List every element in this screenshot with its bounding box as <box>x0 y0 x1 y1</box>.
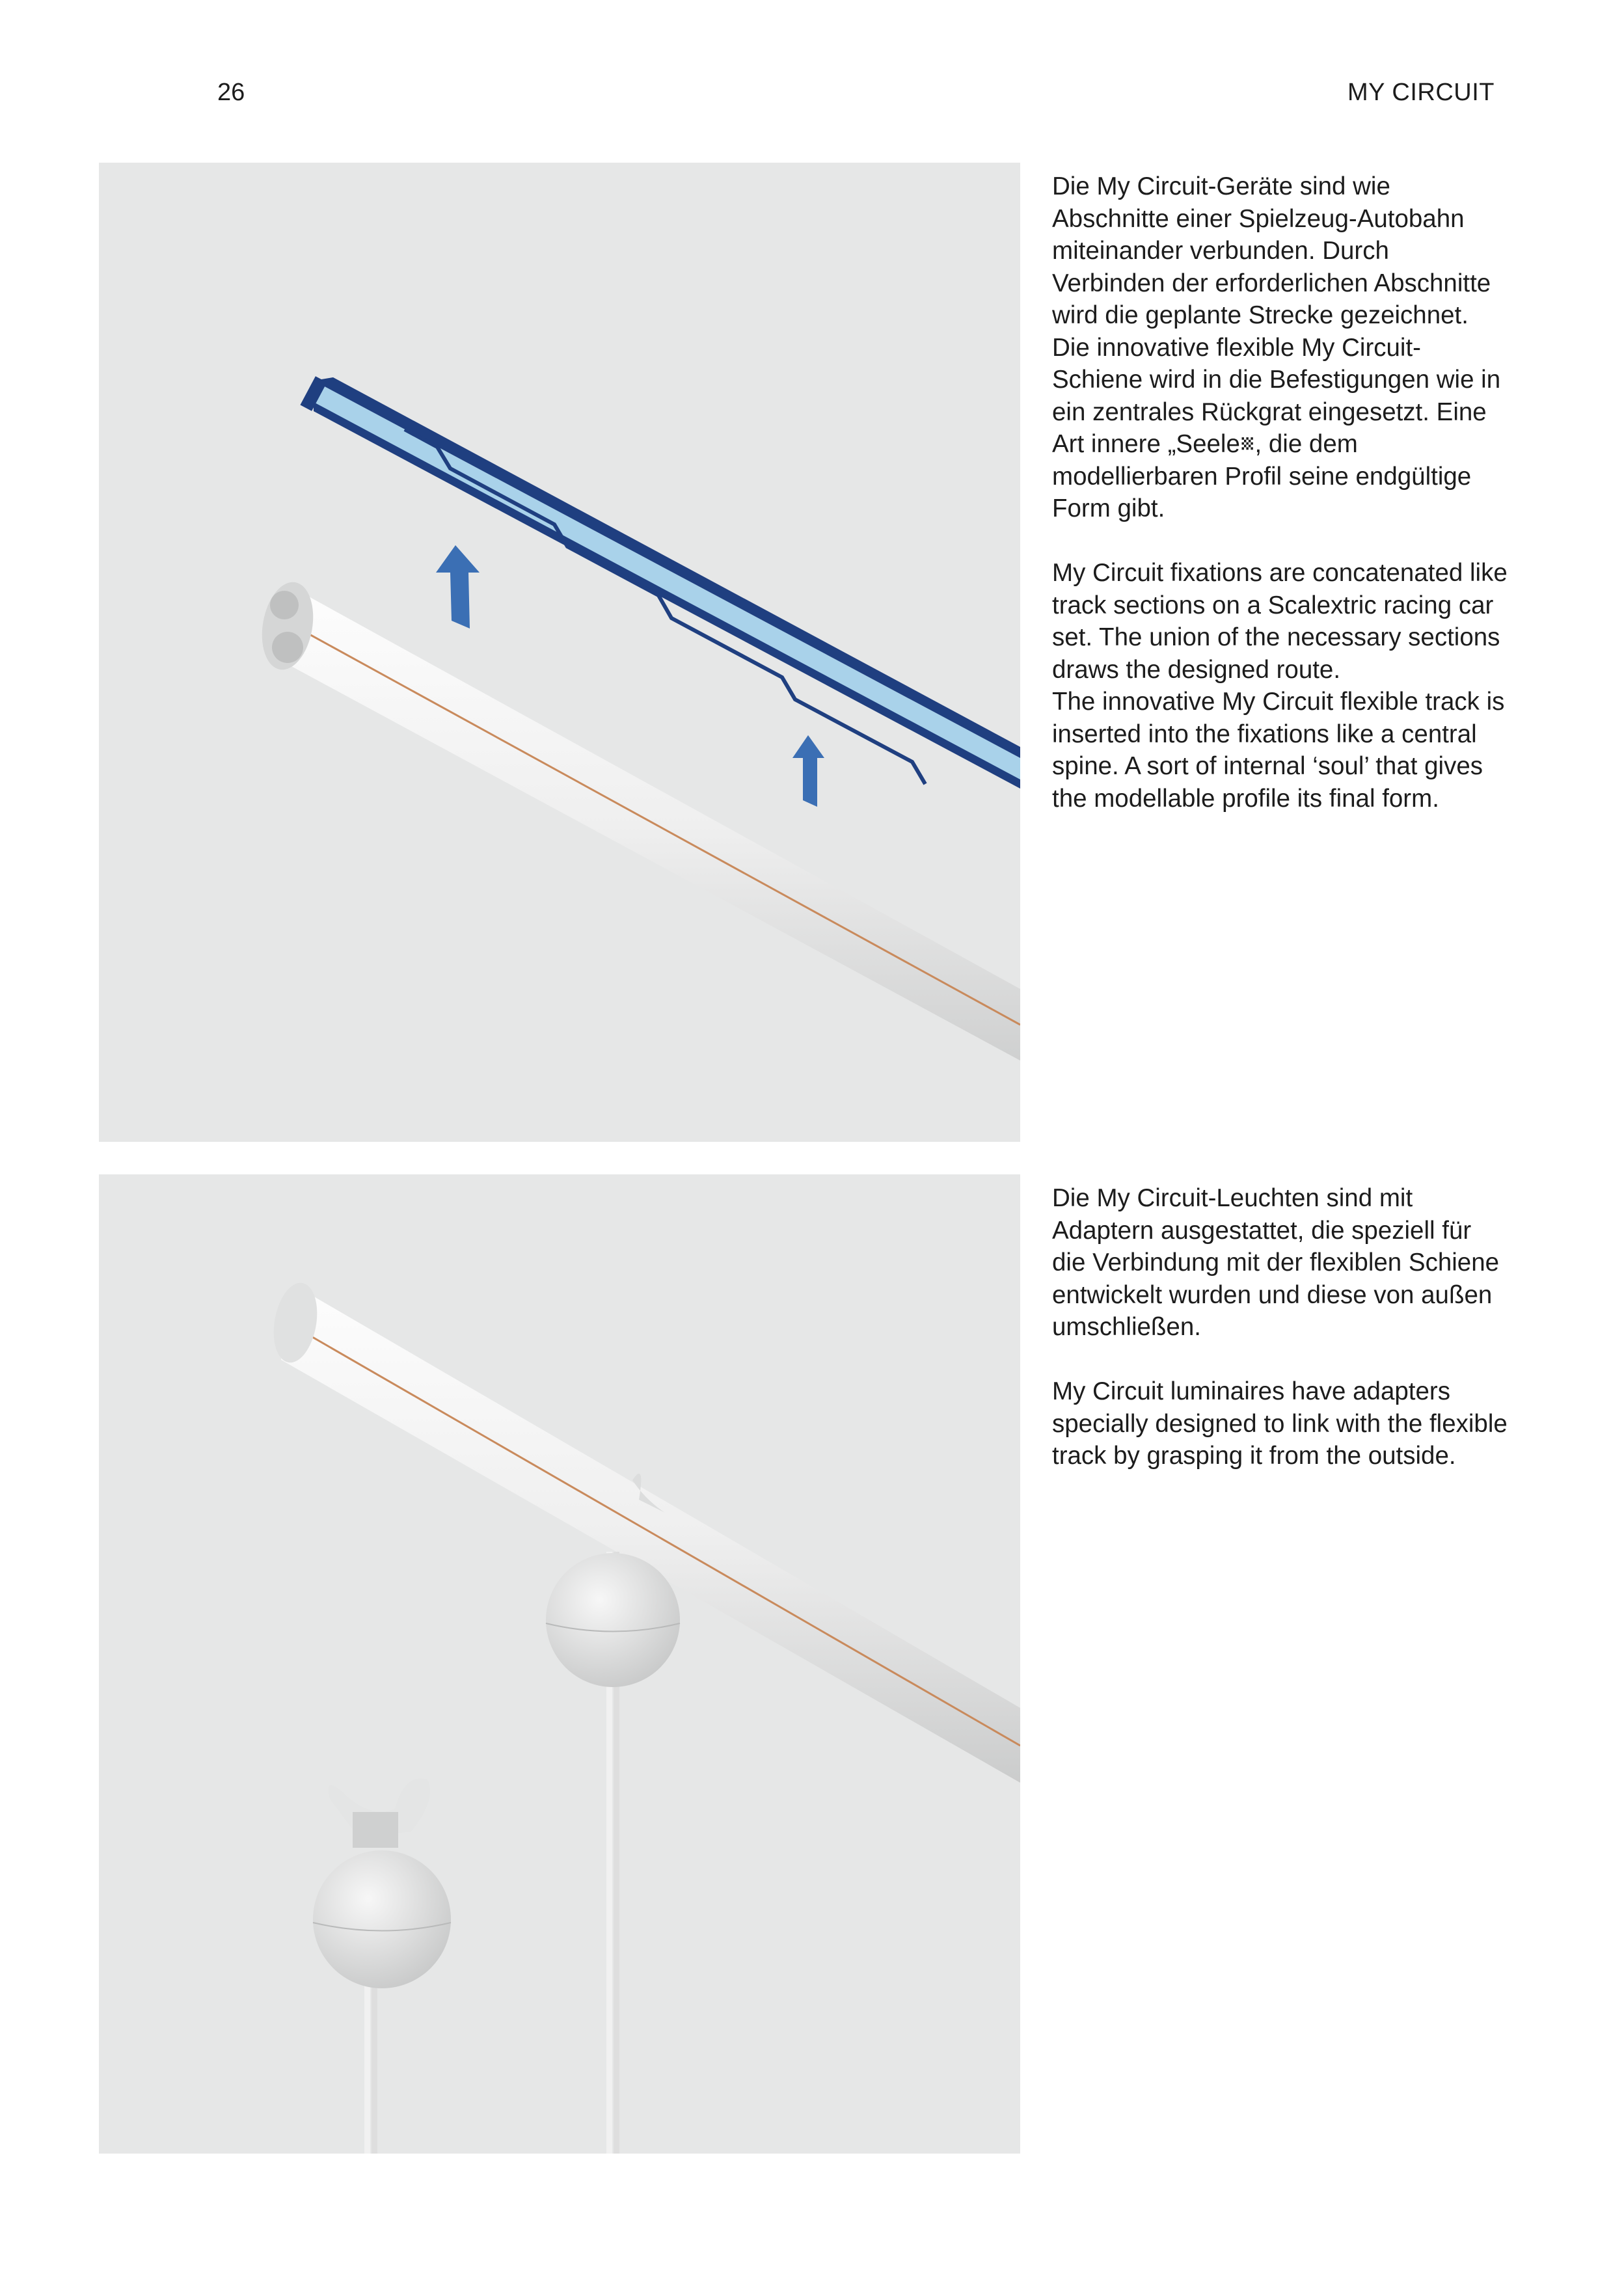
paragraph: My Circuit fixations are concatenated like track sections on a Scalextric racing car set. The union of the necessary sections draws the designed route. <box>1052 559 1508 684</box>
paragraph: The innovative My Circuit flexible track is inserted into the fixations like a central spine. A sort of internal ‘soul’ that gives the modellable profile its final form. <box>1052 688 1505 813</box>
upward-arrow-icon <box>436 545 480 629</box>
page-header-title: MY CIRCUIT <box>1347 79 1495 106</box>
upward-arrow-icon <box>792 735 824 807</box>
paragraph: Die innovative flexible My Circuit-Schiene wird in die Befestigungen wie in ein zentrales Rückgrat eingesetzt. Eine Art innere „Seele␧, die dem modellierbaren Profil seine endgültige Form gibt. <box>1052 333 1501 522</box>
track-insertion-illustration <box>99 163 1020 1142</box>
track-insertion-drawing <box>99 163 1020 1142</box>
paragraph: Die My Circuit-Leuchten sind mit Adaptern ausgestattet, die speziell für die Verbindung mit der flexiblen Schiene entwickelt wurden und diese von außen umschließen. <box>1052 1184 1500 1341</box>
page-number: 26 <box>217 79 245 106</box>
track-description <box>1052 170 1508 815</box>
luminaire-adapter-illustration <box>99 1174 1020 2154</box>
luminaire-with-adapter <box>313 1778 451 2154</box>
luminaire-adapter-drawing <box>99 1174 1020 2154</box>
mounted-luminaire <box>546 1474 680 2154</box>
paragraph: Die My Circuit-Geräte sind wie Abschnitte einer Spielzeug-Autobahn miteinander verbunden. Durch Verbinden der erforderlichen Abschnitte wird die geplante Strecke gezeichnet. <box>1052 172 1491 329</box>
luminaire-description <box>1052 1182 1508 1472</box>
fixation-profile <box>256 578 1020 1061</box>
track-profile <box>268 1279 1020 1783</box>
paragraph: My Circuit luminaires have adapters specially designed to link with the flexible track by grasping it from the outside. <box>1052 1377 1508 1470</box>
